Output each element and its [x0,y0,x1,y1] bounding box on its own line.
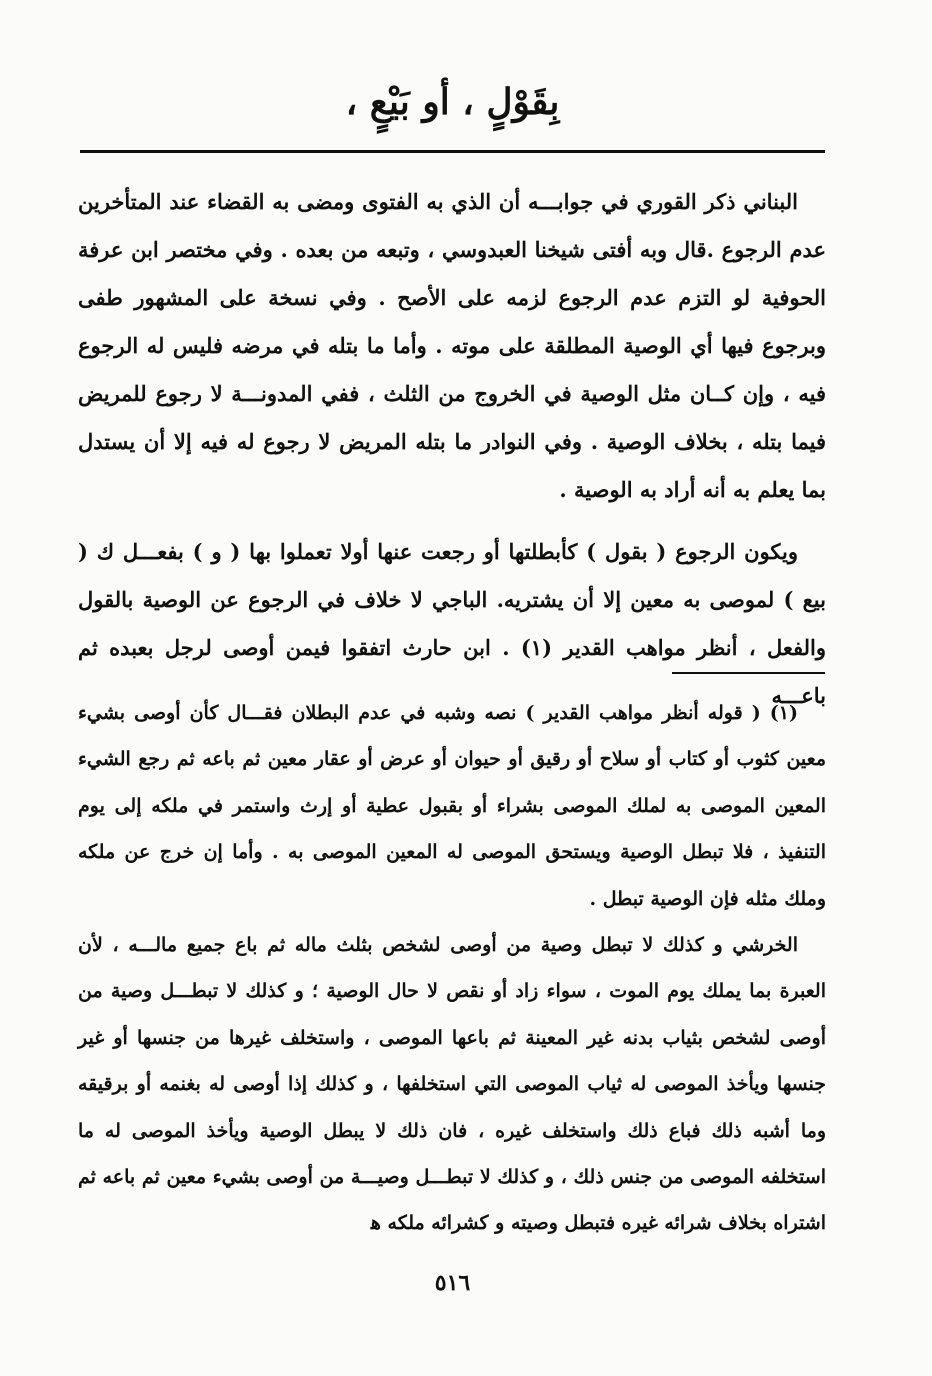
main-text [78,178,826,720]
page-header-title: بِقَوْلٍ ، أو بَيْعٍ ، [345,81,560,123]
header-rule [80,150,825,153]
page-number: ٥١٦ [434,1270,471,1296]
main-paragraph: ويكون الرجوع ( بقول ) كأبطلتها أو رجعت عنها أولا تعملوا بها ( و ) بفعـــل ك ( بيع ) لموصى به معين إلا أن يشتريه. الباجي لا خلاف في الرجوع عن الوصية بالقول والفعل ، أنظر مواهب القدير (١) . ابن حارث اتفقوا فيمن أوصى لرجل بعبده ثم باعـــه [78,539,826,708]
footnote-separator [672,672,825,674]
footnote-paragraph: (١) ( قوله أنظر مواهب القدير ) نصه وشبه في عدم البطلان فقـــال كأن أوصى بشيء معين كثوب أو كتاب أو سلاح أو رقيق أو حيوان أو عرض أو عقار معين ثم باعه ثم رجع الشيء المعين الموصى به لملك الموصى بشراء أو بقبول عطية أو إرث واستمر في ملكه إلى يوم التنفيذ ، فلا تبطل الوصية ويستحق الموصى له المعين الموصى به . وأما إن خرج عن ملكه وملك مثله فإن الوصية تبطل . [78,702,826,910]
footnote-paragraph: الخرشي و كذلك لا تبطل وصية من أوصى لشخص بثلث ماله ثم باع جميع مالـــه ، لأن العبرة بما يملك يوم الموت ، سواء زاد أو نقص لا حال الوصية ؛ و كذلك لا تبطـــل وصية من أوصى لشخص بثياب بدنه غير المعينة ثم باعها الموصى ، واستخلف غيرها من جنسها أو غير جنسها ويأخذ الموصى له ثياب الموصى التي استخلفها ، و كذلك إذا أوصى له بغنمه أو برقيقه وما أشبه ذلك فباع ذلك واستخلف غيره ، فان ذلك لا يبطل الوصية ويأخذ الموصى له ما استخلفه الموصى من جنس ذلك ، و كذلك لا تبطـــل وصيـــة من أوصى بشيء معين ثم باعه ثم اشتراه بخلاف شرائه غيره فتبطل وصيته و كشرائه ملكه ﻫ [78,934,826,1235]
main-paragraph: البناني ذكر القوري في جوابـــه أن الذي به الفتوى ومضى به القضاء عند المتأخرين عدم الرجوع .قال وبه أفتى شيخنا العبدوسي ، وتبعه من بعده . وفي مختصر ابن عرفة الحوفية لو التزم عدم الرجوع لزمه على الأصح . وفي نسخة على المشهور طفى وبرجوع فيها أي الوصية المطلقة على موته . وأما ما بتله في مرضه فليس له الرجوع فيه ، وإن كــان مثل الوصية في الخروج من الثلث ، ففي المدونـــة لا رجوع للمريض فيما بتله ، بخلاف الوصية . وفي النوادر ما بتله المريض لا رجوع له فيه إلا أن يستدل بما يعلم به أنه أراد به الوصية . [78,189,826,502]
footnotes [78,690,826,1247]
